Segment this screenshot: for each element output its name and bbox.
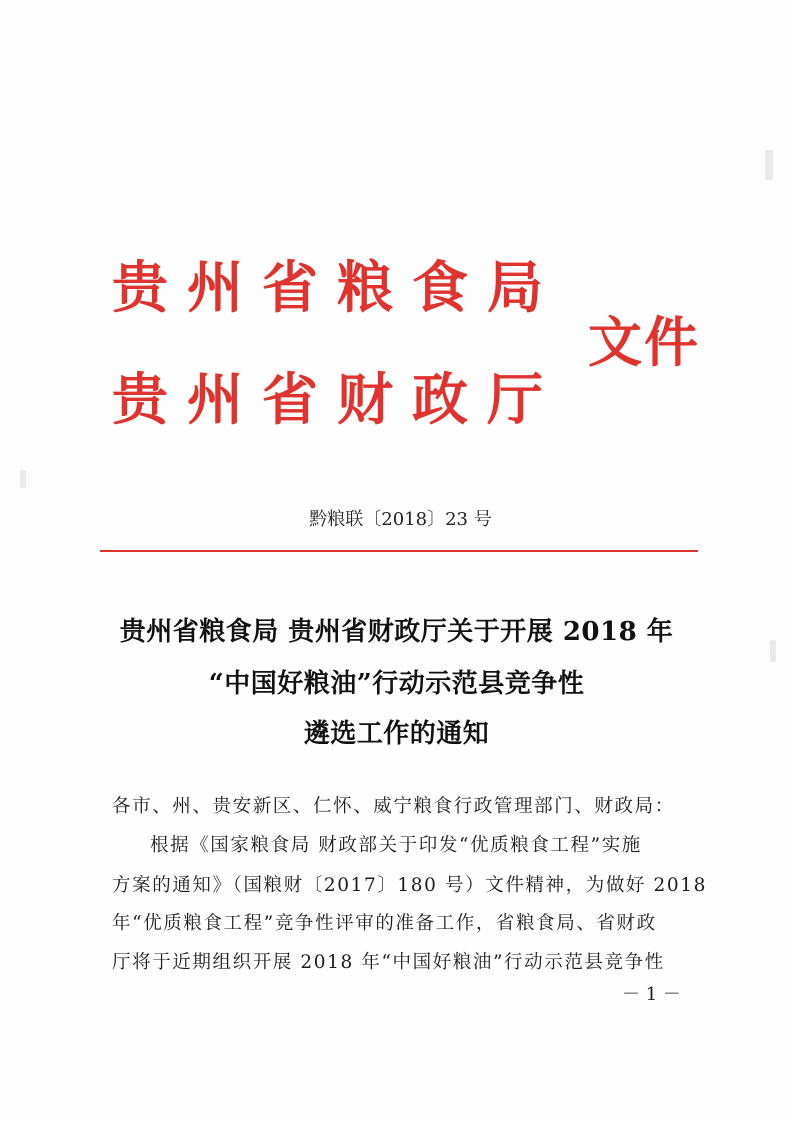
scan-speck — [20, 470, 26, 488]
masthead-document-word: 文件 — [588, 310, 700, 374]
document-title-line-3: 遴选工作的通知 — [303, 719, 490, 749]
document-title-line-2: “中国好粮油”行动示范县竞争性 — [208, 669, 585, 699]
document-number: 黔粮联〔2018〕23 号 — [309, 509, 492, 530]
document-title-line-1: 贵州省粮食局 贵州省财政厅关于开展 2018 年 — [119, 617, 674, 647]
masthead-issuer-grain-bureau: 贵州省粮食局 — [112, 255, 562, 321]
body-paragraph-line-3: 年“优质粮食工程”竞争性评审的准备工作，省粮食局、省财政 — [112, 913, 657, 934]
masthead-issuer-finance-department: 贵州省财政厅 — [112, 367, 562, 433]
body-paragraph-line-4: 厅将于近期组织开展 2018 年“中国好粮油”行动示范县竞争性 — [112, 952, 665, 973]
page-number: － 1 － — [622, 984, 681, 1005]
body-paragraph-line-1: 根据《国家粮食局 财政部关于印发“优质粮食工程”实施 — [150, 835, 642, 856]
scan-speck — [765, 150, 773, 180]
body-paragraph-line-2: 方案的通知》（国粮财〔2017〕180 号）文件精神，为做好 2018 — [112, 875, 707, 896]
red-separator-line — [100, 550, 698, 552]
addressee-line: 各市、州、贵安新区、仁怀、威宁粮食行政管理部门、财政局： — [112, 796, 675, 817]
